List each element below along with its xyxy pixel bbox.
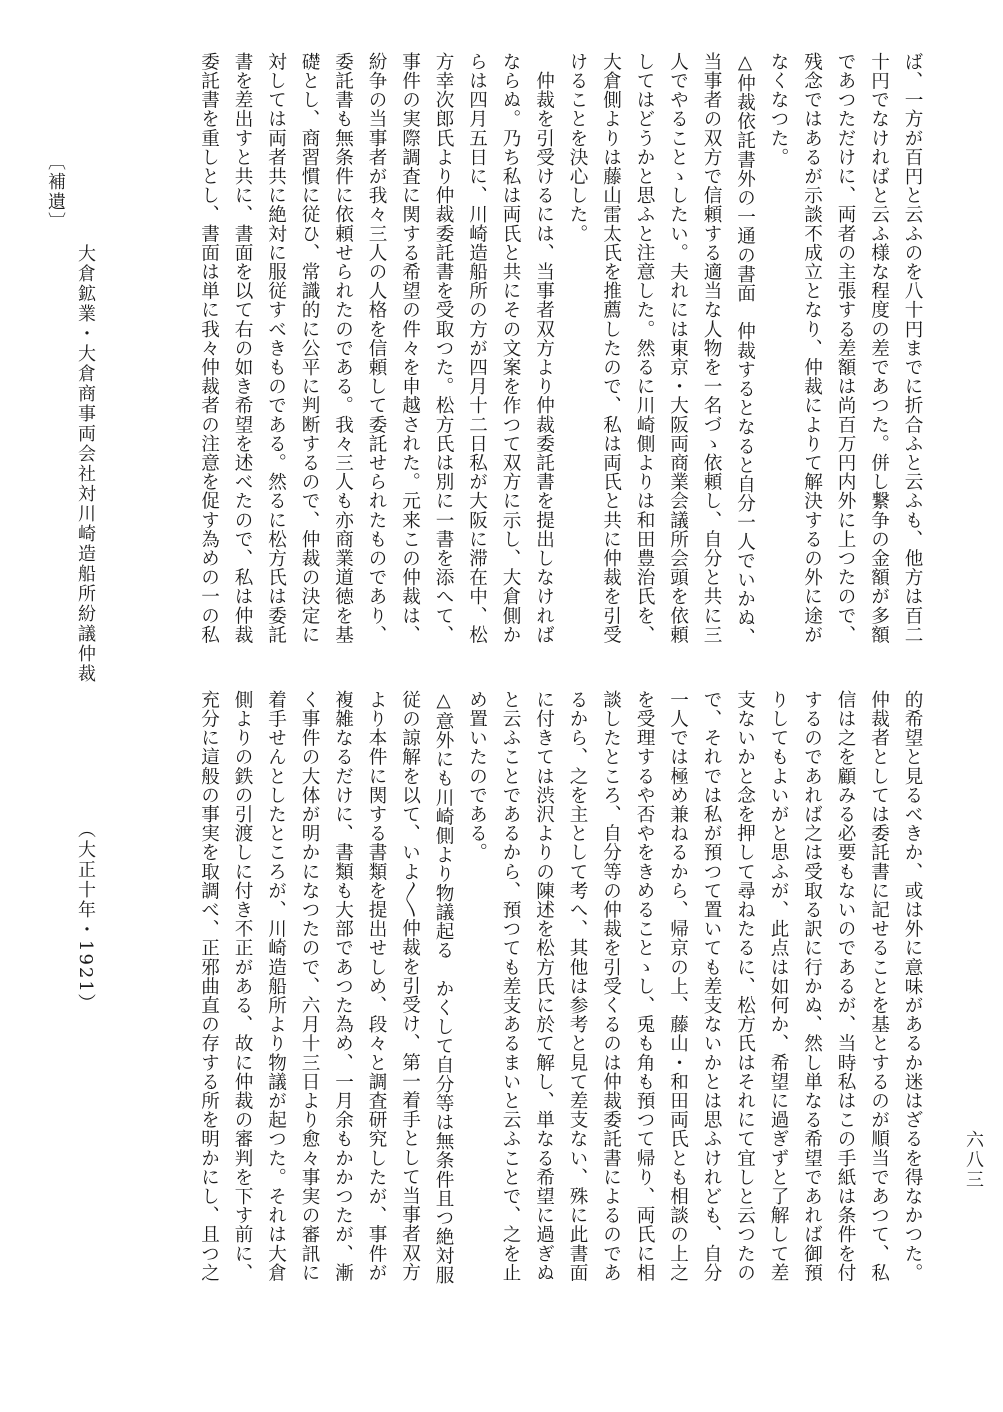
upper-text-block xyxy=(84,52,929,652)
text-line: △意外にも川崎側より物議起る かくして自分等は無条件且つ絶対服 xyxy=(433,690,454,1285)
text-line: より本件に関する書類を提出せしめ、段々と調査研究したが、事件が xyxy=(366,690,387,1283)
text-line: 支ないかと念を押して尋ねたるに、松方氏はそれにて宜しと云つたの xyxy=(734,690,756,1283)
text-line: ば、一方が百円と云ふのを八十円までに折合ふと云ふも、他方は百二 xyxy=(902,52,923,645)
text-line: 信は之を顧みる必要もないのであるが、当時私はこの手紙は条件を付 xyxy=(835,690,856,1283)
text-line: ならぬ。乃ち私は両氏と共にその文案を作つて双方に示し、大倉側か xyxy=(500,52,521,645)
text-line: るから、之を主として考へ、其他は参考と見て差支ない、殊に此書面 xyxy=(567,690,588,1283)
text-line: りしてもよいがと思ふが、此点は如何か、希望に過ぎずと了解して差 xyxy=(768,690,789,1283)
text-line: 人でやることゝしたい。夫れには東京・大阪両商業会議所会頭を依頼 xyxy=(667,52,689,645)
text-line: らは四月五日に、川崎造船所の方が四月十二日私が大阪に滞在中、松 xyxy=(466,52,488,645)
text-line: であつただけに、両者の主張する差額は尚百万円内外に上つたので、 xyxy=(835,52,856,645)
text-line: 十円でなければと云ふ様な程度の差であつた。併し繋争の金額が多額 xyxy=(868,52,890,645)
text-line: 着手せんとしたところが、川崎造船所より物議が起つた。それは大倉 xyxy=(265,690,287,1283)
text-line: 紛争の当事者が我々三人の人格を信頼して委託せられたものであり、 xyxy=(366,52,387,645)
text-line: 大倉側よりは藤山雷太氏を推薦したので、私は両氏と共に仲裁を引受 xyxy=(600,52,622,645)
era-note: （大正十年・1921） xyxy=(75,820,96,1014)
text-line: に付きては渋沢よりの陳述を松方氏に於て解し、単なる希望に過ぎぬ xyxy=(533,690,555,1283)
page-footer xyxy=(24,0,96,1412)
text-line: 書を差出すと共に、書面を以て右の如き希望を述べたので、私は仲裁 xyxy=(232,52,253,645)
text-line: で、それでは私が預つて置いても差支ないかとは思ふけれども、自分 xyxy=(701,690,722,1283)
text-line: 複雑なるだけに、書類も大部であつた為め、一月余もかかつたが、漸 xyxy=(332,690,354,1283)
text-line: 側よりの鉄の引渡しに付き不正がある、故に仲裁の審判を下す前に、 xyxy=(232,690,253,1283)
text-line: 事件の実際調査に関する希望の件々を申越された。元来この仲裁は、 xyxy=(399,52,421,645)
text-line: △仲裁依託書外の一通の書面 仲裁するとなると自分一人でいかぬ、 xyxy=(734,52,756,647)
lower-text-block xyxy=(198,690,929,1310)
text-line: 充分に這般の事実を取調べ、正邪曲直の存する所を明かにし、且つ之 xyxy=(198,690,220,1283)
text-line: 礎とし、商習慣に従ひ、常識的に公平に判断するので、仲裁の決定に xyxy=(299,52,320,645)
text-line: 当事者の双方で信頼する適当な人物を一名づゝ依頼し、自分と共に三 xyxy=(701,52,722,645)
text-line: 委託書も無条件に依頼せられたのである。我々三人も亦商業道徳を基 xyxy=(332,52,354,645)
text-line: を受理するや否やをきめることゝし、兎も角も預つて帰り、両氏に相 xyxy=(634,690,655,1283)
text-line: 従の諒解を以て、いよ〳〵仲裁を引受け、第一着手として当事者双方 xyxy=(399,690,421,1282)
text-line: 対しては両者共に絶対に服従すべきものである。然るに松方氏は委託 xyxy=(265,52,287,645)
text-line: なくなつた。 xyxy=(768,52,789,167)
text-line: してはどうかと思ふと注意した。然るに川崎側よりは和田豊治氏を、 xyxy=(634,52,655,645)
text-line: く事件の大体が明かになつたので、六月十三日より愈々事実の審訊に xyxy=(299,690,320,1283)
text-line: 的希望と見るべきか、或は外に意味があるか迷はざるを得なかつた。 xyxy=(902,690,923,1283)
text-line: するのであれば之は受取る訳に行かぬ、然し単なる希望であれば御預 xyxy=(801,690,823,1283)
page-number: 六八三 xyxy=(963,1130,984,1190)
text-line: 委託書を重しとし、書面は単に我々仲裁者の注意を促す為めの一の私 xyxy=(198,52,220,645)
text-line: 残念ではあるが示談不成立となり、仲裁によりて解決するの外に途が xyxy=(801,52,823,645)
running-title: 大倉鉱業・大倉商事両会社対川崎造船所紛議仲裁 xyxy=(75,244,96,684)
section-label: 〔補遺〕 xyxy=(45,152,66,232)
text-line: 仲裁を引受けるには、当事者双方より仲裁委託書を提出しなければ xyxy=(533,52,555,645)
text-line: と云ふことであるから、預つても差支あるまいと云ふことで、之を止 xyxy=(500,690,521,1283)
text-line: 一人では極め兼ねるから、帰京の上、藤山・和田両氏とも相談の上之 xyxy=(667,690,689,1283)
text-line: め置いたのである。 xyxy=(466,690,488,862)
text-line: 談したところ、自分等の仲裁を引受くるのは仲裁委託書によるのであ xyxy=(600,690,622,1283)
text-line: 方幸次郎氏より仲裁委託書を受取つた。松方氏は別に一書を添へて、 xyxy=(433,52,454,645)
text-line: けることを決心した。 xyxy=(567,52,588,243)
text-line: 仲裁者としては委託書に記せることを基とするのが順当であつて、私 xyxy=(868,690,890,1283)
